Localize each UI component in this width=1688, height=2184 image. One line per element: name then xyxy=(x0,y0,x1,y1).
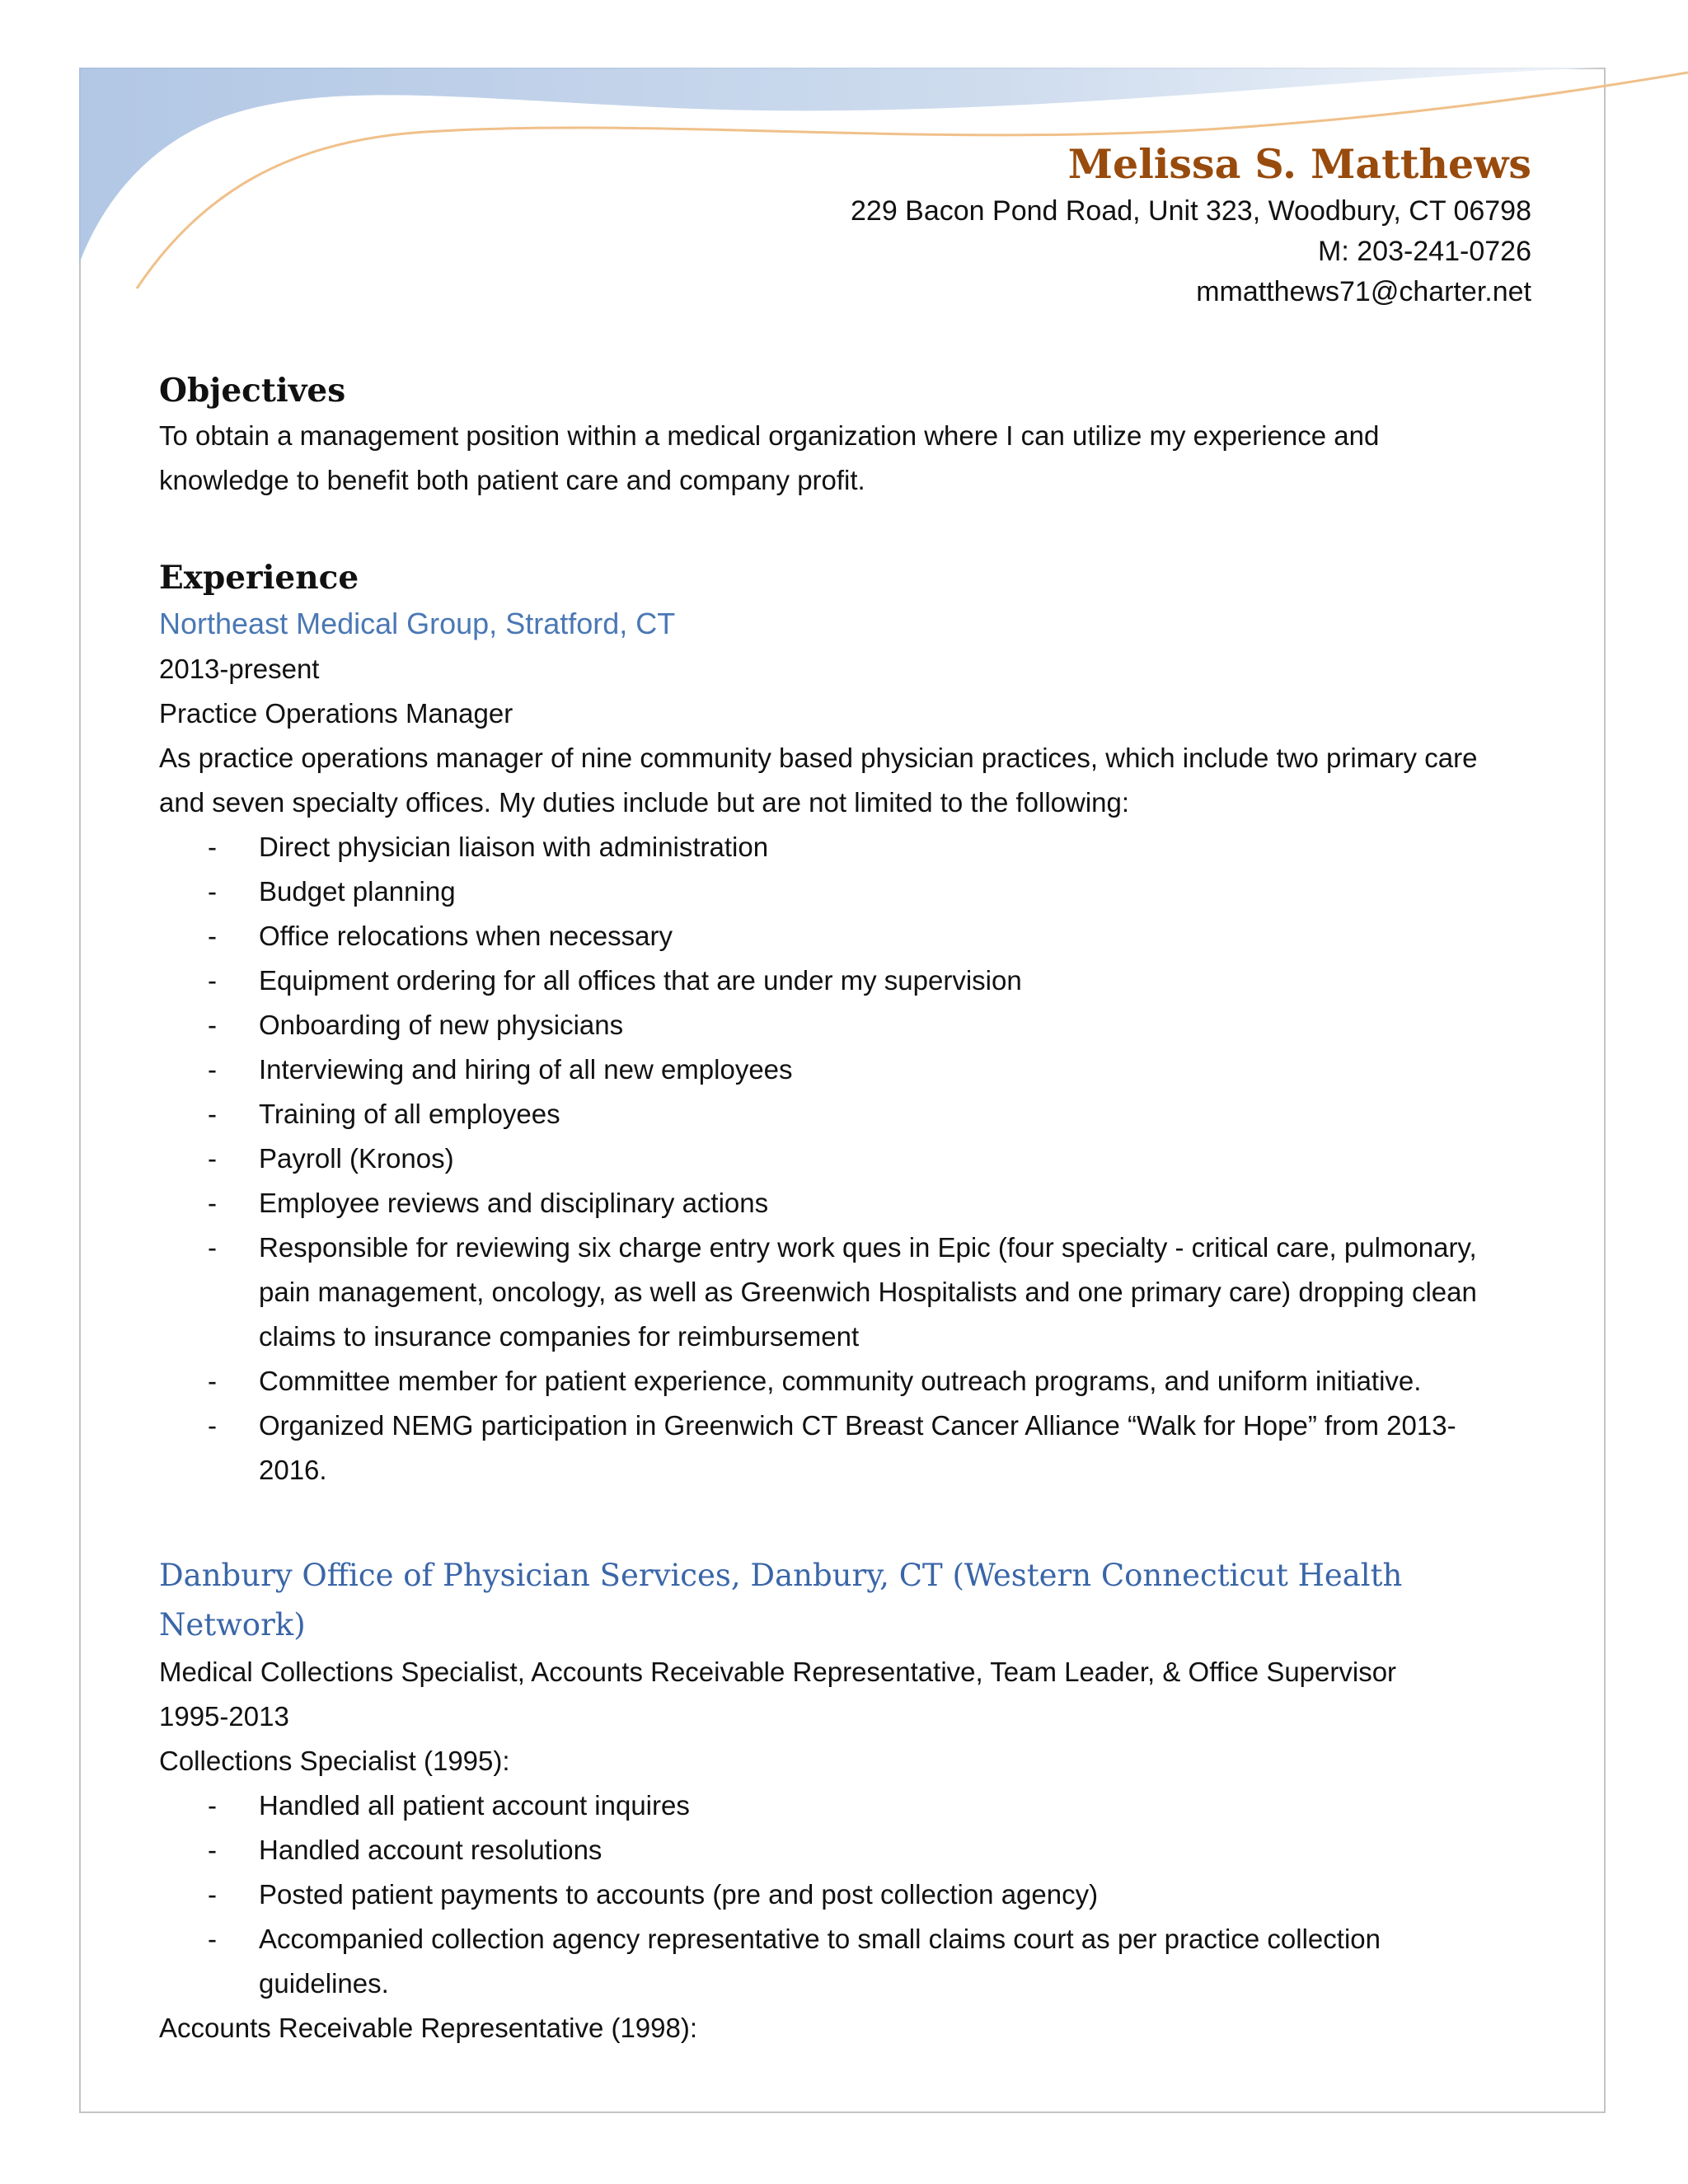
objectives-text-line1: To obtain a management position within a medical organization where I can utilize my experience and xyxy=(159,420,1380,451)
job1-duties-list xyxy=(159,825,1531,1493)
list-item: - Posted patient payments to accounts (pre and post collection agency) xyxy=(208,1879,1099,1910)
job2-section xyxy=(159,1551,1531,2050)
role1-duties-list xyxy=(159,1783,1531,2006)
job1-title: Practice Operations Manager xyxy=(159,698,513,729)
list-item: - Accompanied collection agency representative to small claims court as per practice collection guidelines. xyxy=(208,1924,1381,1999)
list-item: - Payroll (Kronos) xyxy=(208,1143,454,1174)
job2-titles: Medical Collections Specialist, Accounts Receivable Representative, Team Leader, & Office Supervisor xyxy=(159,1657,1397,1687)
objectives-heading: Objectives xyxy=(159,372,346,410)
contact-header xyxy=(295,137,1531,312)
list-item: - Onboarding of new physicians xyxy=(208,1010,624,1040)
phone: M: 203-241-0726 xyxy=(1318,236,1531,267)
email[interactable]: mmatthews71@charter.net xyxy=(1196,276,1531,307)
experience-heading: Experience xyxy=(159,559,359,597)
role2-label: Accounts Receivable Representative (1998): xyxy=(159,2013,698,2043)
candidate-name: Melissa S. Matthews xyxy=(1067,140,1531,188)
experience-section xyxy=(159,555,1531,1493)
list-item: - Committee member for patient experience, community outreach programs, and uniform initiative. xyxy=(208,1366,1422,1396)
objectives-text-line2: knowledge to benefit both patient care and company profit. xyxy=(159,465,865,495)
address: 229 Bacon Pond Road, Unit 323, Woodbury, CT 06798 xyxy=(851,195,1531,227)
job1-dates: 2013-present xyxy=(159,654,320,684)
job1-intro-line1: As practice operations manager of nine community based physician practices, which include two primary care xyxy=(159,743,1478,773)
job1-intro-line2: and seven specialty offices. My duties include but are not limited to the following: xyxy=(159,787,1130,818)
list-item: - Training of all employees xyxy=(208,1099,560,1129)
list-item: - Handled account resolutions xyxy=(208,1835,603,1865)
objectives-section xyxy=(159,368,1531,503)
role1-label: Collections Specialist (1995): xyxy=(159,1746,510,1776)
list-item: - Direct physician liaison with administration xyxy=(208,832,769,862)
list-item: - Equipment ordering for all offices that are under my supervision xyxy=(208,965,1022,996)
list-item: - Employee reviews and disciplinary actions xyxy=(208,1188,769,1218)
list-item: - Office relocations when necessary xyxy=(208,921,673,951)
list-item: - Interviewing and hiring of all new employees xyxy=(208,1054,793,1085)
list-item: - Organized NEMG participation in Greenwich CT Breast Cancer Alliance “Walk for Hope” from 2013- 2016. xyxy=(208,1410,1456,1485)
list-item: - Handled all patient account inquires xyxy=(208,1790,690,1821)
list-item: - Budget planning xyxy=(208,876,456,907)
list-item: - Responsible for reviewing six charge entry work ques in Epic (four specialty - critical care, pulmonary, pain management, oncology, as well as Greenwich Hospitalists and one primary care) dropping clean claims to insurance companies for reimbursement xyxy=(208,1232,1477,1352)
employer-danbury: Danbury Office of Physician Services, Danbury, CT (Western Connecticut Health Network) xyxy=(159,1558,1403,1643)
job2-dates: 1995-2013 xyxy=(159,1701,289,1732)
employer-nemg: Northeast Medical Group, Stratford, CT xyxy=(159,607,676,640)
